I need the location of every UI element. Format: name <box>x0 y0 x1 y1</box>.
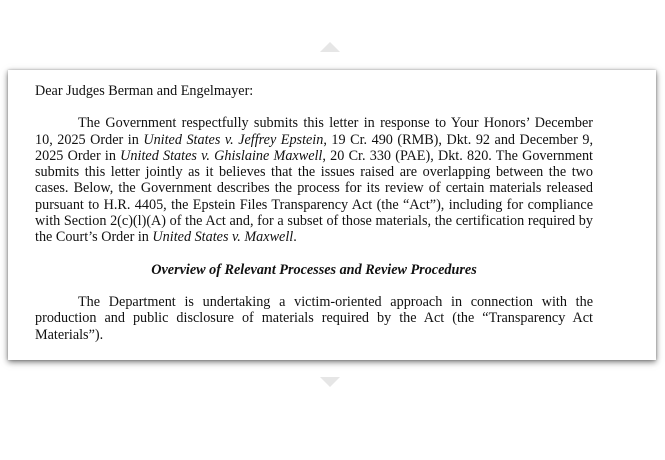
paragraph-intro-text-4: . <box>293 229 297 246</box>
salutation: Dear Judges Berman and Engelmayer: <box>35 83 254 99</box>
paragraph-intro-text-2: , 19 Cr. 490 (RMB), Dkt. 92 and December 9, 2025 Order in <box>35 131 593 164</box>
paragraph-intro-text-3: , 20 Cr. 330 (PAE), Dkt. 820. The Government submits this letter jointly as it believes that the issues raised are overlapping between the two cases. Below, the Government describes the process for its review of certain materials released pursuant to H.R. 4405, the Epstein Files Transparency Act (the “Act”), including for compliance with Section 2(c)(l)(A) of the Act and, for a subset of those materials, the certification required by the Court’s Order in <box>35 147 594 246</box>
paragraph-intro-text-1: The Government respectfully submits this letter in response to Your Honors’ December 10, 2025 Order in <box>35 115 593 148</box>
paragraph-overview: The Department is undertaking a victim-oriented approach in connection with the production and public disclosure of materials required by the Act (the “Transparency Act Materials”). <box>35 293 593 343</box>
paragraph-intro <box>35 115 593 245</box>
previous-page-arrow-icon[interactable] <box>320 42 340 52</box>
letter-body <box>35 83 593 343</box>
case-name-maxwell: United States v. Ghislaine Maxwell <box>120 147 323 164</box>
next-page-arrow-icon[interactable] <box>320 377 340 387</box>
section-heading: Overview of Relevant Processes and Review Procedures <box>151 261 477 278</box>
case-name-maxwell-short: United States v. Maxwell <box>152 229 294 246</box>
case-name-epstein: United States v. Jeffrey Epstein <box>143 131 324 148</box>
document-page <box>8 70 656 360</box>
